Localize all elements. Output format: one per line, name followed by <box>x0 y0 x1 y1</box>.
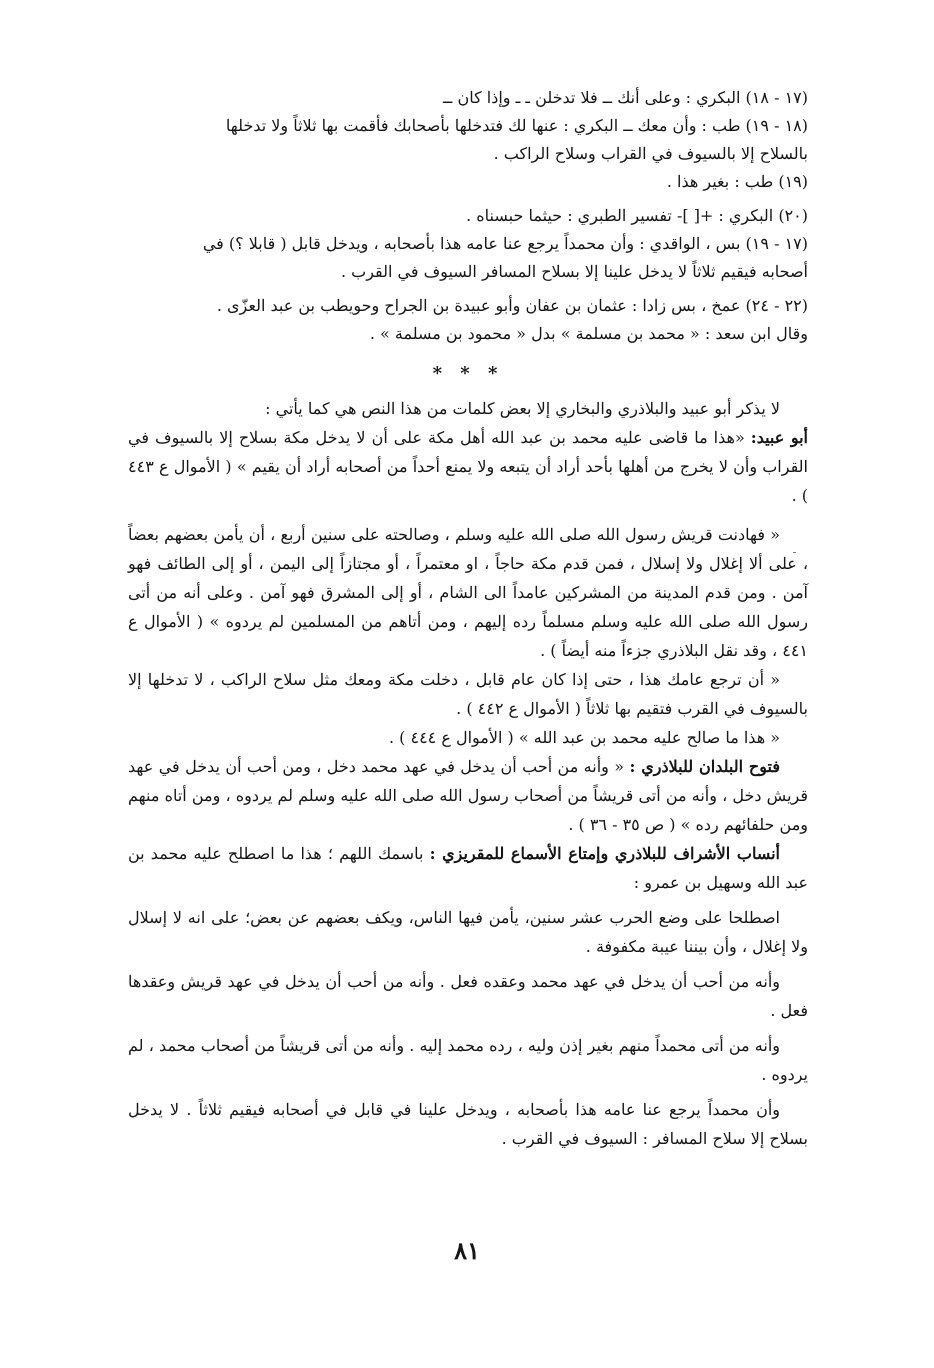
intro-paragraph: لا يذكر أبو عبيد والبلاذري والبخاري إلا بعض كلمات من هذا النص هي كما يأتي : <box>265 399 780 418</box>
page-number: ٨١ <box>454 1236 480 1265</box>
clause-paragraph: وأنه من أحب أن يدخل في عهد محمد وعقده فعل . وأنه من أحب أن يدخل في عهد قريش وعقدها فعل . <box>128 972 808 1020</box>
footnote-line: بالسلاح إلا بالسيوف في القراب وسلاح الراكب . <box>493 144 808 163</box>
ansab-paragraph <box>128 839 808 897</box>
footnote-line: (١٧ - ١٨) البكري : وعلى أنك ــ فلا تدخلن ـ ـ وإذا كان ــ <box>442 88 808 107</box>
footnote-line: (١٩) طب : بغير هذا . <box>666 172 808 191</box>
footnote-line: وقال ابن سعد : « محمد بن مسلمة » بدل « محمود بن مسلمة » . <box>369 324 808 343</box>
abu-ubayd-text: «هذا ما قاضى عليه محمد بن عبد الله أهل مكة على أن لا يدخل مكة بسلاح إلا بالسيوف في القراب وأن لا يخرج من أهلها بأحد أراد أن يتبعه ولا يمنع أحداً من أصحابه أراد أن يقيم » ( الأموال ع ٤٤٣ ) . <box>128 428 808 505</box>
footnote-line: (١٨ - ١٩) طب : وأن معك ــ البكري : عنها لك فتدخلها بأصحابك فأقمت بها ثلاثاً ولا تدخلها <box>225 116 808 135</box>
abu-ubayd-paragraph <box>128 423 808 510</box>
ansab-label: أنساب الأشراف للبلاذري وإمتاع الأسماع للمقريزي : <box>429 844 781 863</box>
clause-paragraph: وأن محمداً يرجع عنا عامه هذا بأصحابه ، ويدخل علينا في قابل في أصحابه فيقيم ثلاثاً . لا يدخل بسلاح إلا سلاح المسافر : السيوف في القرب . <box>128 1100 808 1148</box>
ansab-text: باسمك اللهم ؛ هذا ما اصطلح عليه محمد بن عبد الله وسهيل بن عمرو : <box>128 844 808 892</box>
futuh-paragraph <box>128 752 808 839</box>
footnote-line: (٢٢ - ٢٤) عمخ ، بس زادا : عثمان بن عفان وأبو عبيدة بن الجراح وحويطب بن عبد العزّى . <box>216 296 808 315</box>
quote-paragraph-1: « فهادنت قريش رسول الله صلى الله عليه وسلم ، وصالحته على سنين أربع ، أن يأمن بعضهم بعضاً ، على ألا إغلال ولا إسلال ، فمن قدم مكة حاجاً ، او معتمراً ، أو مجتازاً إلى اليمن ، أو إلى الطائف فهو آمن . ومن قدم المدينة من المشركين عامداً الى الشام ، أو إلى المشرق فهو آمن . وعلى أنه من أتى رسول الله صلى الله عليه وسلم مسلماً رده إليهم ، ومن أتاهم من المسلمين لم يردوه » ( الأموال ع ٤٤١ ، وقد نقل البلاذري جزءاً منه أيضاً ) . <box>128 525 809 660</box>
scan-speck <box>793 552 796 553</box>
page-body <box>128 84 808 1153</box>
footnote-line: (٢٠) البكري : +[ ]- تفسير الطبري : حيثما حبسناه . <box>466 206 808 225</box>
quote-paragraph-2: « أن ترجع عامك هذا ، حتى إذا كان عام قابل ، دخلت مكة ومعك مثل سلاح الراكب ، لا تدخلها إلا بالسيوف في القرب فتقيم بها ثلاثاً ( الأموال ع ٤٤٢ ) . <box>128 670 808 718</box>
futuh-label: فتوح البلدان للبلاذري : <box>629 757 780 776</box>
footnote-line: (١٧ - ١٩) بس ، الواقدي : وأن محمداً يرجع عنا عامه هذا بأصحابه ، ويدخل قابل ( قابلا ؟) في <box>202 234 808 253</box>
quote-paragraph-3: « هذا ما صالح عليه محمد بن عبد الله » ( الأموال ع ٤٤٤ ) . <box>388 728 780 747</box>
footnote-line: أصحابه فيقيم ثلاثاً لا يدخل علينا إلا بسلاح المسافر السيوف في القرب . <box>340 262 808 281</box>
clause-paragraph: اصطلحا على وضع الحرب عشر سنين، يأمن فيها الناس، ويكف بعضهم عن بعض؛ على انه لا إسلال ولا إغلال ، وأن بيننا عيبة مكفوفة . <box>128 908 808 956</box>
clause-paragraph: وأنه من أتى محمداً منهم بغير إذن وليه ، رده محمد إليه . وأنه من أتى قريشاً من أصحاب محمد ، لم يردوه . <box>128 1036 808 1084</box>
futuh-text: « وأنه من أحب أن يدخل في عهد محمد دخل ، ومن أحب أن يدخل في عهد قريش دخل ، وأنه من أتى قريشاً من أصحاب رسول الله صلى الله عليه وسلم لم يردوه ، ومن أتاه منهم ومن حلفائهم رده » ( ص ٣٥ - ٣٦ ) . <box>128 757 809 834</box>
section-separator: * * * <box>432 363 504 384</box>
abu-ubayd-label: أبو عبيد: <box>750 428 808 447</box>
